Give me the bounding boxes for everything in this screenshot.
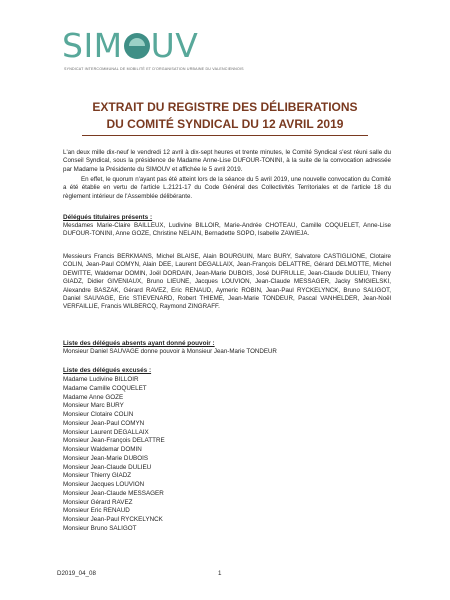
list-item: Monsieur Jean-Claude MESSAGER xyxy=(63,489,164,497)
title-underline xyxy=(82,135,368,136)
present-women-paragraph: Mesdames Marie-Claire BAILLEUX, Ludivine BILLOIR, Marie-Andrée CHOTEAU, Camille COQUELET, Anne-Lise DUFOUR-TONINI, Anne GOZE, Christine NELAIN, Bernadette SOPO, Isabelle ZAWIEJA. xyxy=(63,222,391,238)
logo-text-end: UV xyxy=(150,26,199,65)
list-item: Monsieur Thierry GIADZ xyxy=(63,472,132,480)
present-men-paragraph: Messieurs Francis BERKMANS, Michel BLAISE, Alain BOURGUIN, Marc BURY, Salvatore CASTIGLIONE, Clotaire COLIN, Jean-Paul COMYN, Alain DEE, Laurent DEGALLAIX, Jean-François DELATTRE, Gérard DELMOTTE, Michel DEWITTE, Waldemar DOMIN, Joël DORDAIN, Jean-Marie DUBOIS, José DUFRULLE, Jean-Claude DULIEU, Thierry GIADZ, Didier GIVENIAUX, Bruno LIEUNE, Jacques LOUVION, Jean-Claude MESSAGER, Jacky SMIGIELSKI, Alexandre BASZAK, Gérard RAVEZ, Eric RENAUD, Aymeric ROBIN, Jean-Paul RYCKELYNCK, Bruno SALIGOT, Daniel SAUVAGE, Eric STIEVENARD, Robert THIEME, Jean-Marie TONDEUR, Pascal VANHELDER, Jean-Noël VERFAILLIE, Francis WILBERCQ, Raymond ZINGRAFF. xyxy=(63,253,391,311)
excused-delegates-heading: Liste des délégués excusés : xyxy=(63,367,152,374)
document-title-line2: DU COMITÉ SYNDICAL DU 12 AVRIL 2019 xyxy=(106,117,344,131)
intro-paragraph: L'an deux mille dix-neuf le vendredi 12 avril à dix-sept heures et trente minutes, le Comité Syndical s'est réuni salle du Conseil Syndical, sous la présidence de Madame Anne-Lise DUFOUR-TONINI, à la suite de la convocation adressée par Madame la Présidente du SIMOUV et affichée le 5 avril 2019. xyxy=(63,149,391,173)
list-item: Monsieur Laurent DEGALLAIX xyxy=(63,428,149,436)
quorum-paragraph: En effet, le quorum n'ayant pas été atteint lors de la séance du 5 avril 2019, une nouvelle convocation du Comité a été établie en vertu de l'article L.2121-17 du Code Général des Collectivités Territoriales et de l'article 18 du règlement intérieur de l'Assemblée délibérante. xyxy=(63,176,391,200)
logo-globe-icon xyxy=(124,33,150,59)
document-reference: D2019_04_08 xyxy=(57,570,96,577)
list-item: Monsieur Marc BURY xyxy=(63,402,124,410)
list-item: Monsieur Bruno SALIGOT xyxy=(63,524,137,532)
list-item: Monsieur Jean-Claude DULIEU xyxy=(63,463,152,471)
list-item: Monsieur Waldemar DOMIN xyxy=(63,446,142,453)
present-delegates-heading: Délégués titulaires présents : xyxy=(63,214,153,221)
simouv-logo xyxy=(62,28,232,64)
list-item: Monsieur Jean-Marie DUBOIS xyxy=(63,454,149,462)
list-item: Monsieur Jean-Paul RYCKELYNCK xyxy=(63,516,163,523)
document-title-line1: EXTRAIT DU REGISTRE DES DÉLIBERATIONS xyxy=(92,100,358,114)
logo-tagline: SYNDICAT INTERCOMMUNAL DE MOBILITÉ ET D'ORGANISATION URBAINE DU VALENCIENNOIS xyxy=(64,67,244,71)
list-item: Madame Anne GOZE xyxy=(63,393,124,401)
list-item: Madame Ludivine BILLOIR xyxy=(63,376,139,383)
list-item: Monsieur Gérard RAVEZ xyxy=(63,498,133,506)
proxy-paragraph: Monsieur Daniel SAUVAGE donne pouvoir à Monsieur Jean-Marie TONDEUR xyxy=(63,348,277,355)
list-item: Monsieur Jean-Paul COMYN xyxy=(63,419,145,427)
list-item: Madame Camille COQUELET xyxy=(63,384,147,392)
list-item: Monsieur Clotaire COLIN xyxy=(63,411,134,418)
page-number: 1 xyxy=(218,570,222,577)
list-item: Monsieur Jacques LOUVION xyxy=(63,481,145,488)
list-item: Monsieur Eric RENAUD xyxy=(63,507,130,515)
list-item: Monsieur Jean-François DELATTRE xyxy=(63,437,165,445)
logo-text-start: SIM xyxy=(62,26,123,65)
excused-delegates-list xyxy=(63,376,263,534)
proxy-delegates-heading: Liste des délégués absents ayant donné pouvoir : xyxy=(63,340,215,347)
